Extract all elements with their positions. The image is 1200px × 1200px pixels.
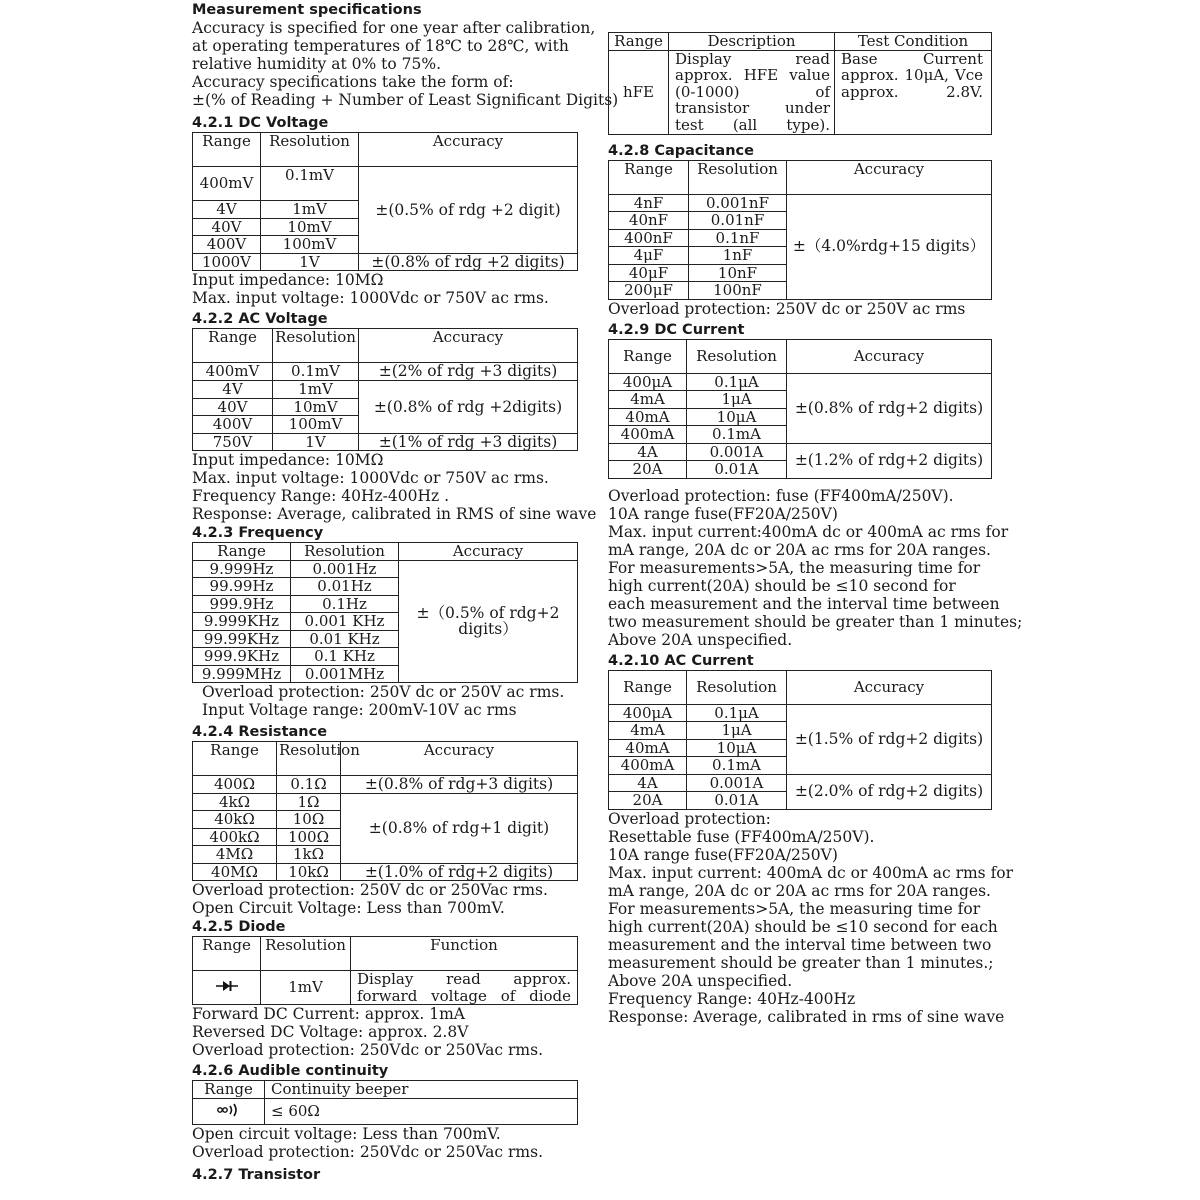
intro-line: relative humidity at 0% to 75%. (192, 55, 442, 73)
resolution-cell: 1mV (261, 201, 359, 219)
range-cell: 4mA (609, 391, 687, 409)
resolution-cell: 0.1mA (687, 757, 787, 775)
dc-current-heading: 4.2.9 DC Current (608, 321, 745, 338)
range-cell: 9.999KHz (193, 613, 291, 631)
header-accuracy: Accuracy (787, 670, 992, 704)
resolution-cell: 0.001nF (689, 194, 787, 212)
note-line: Input impedance: 10MΩ (192, 451, 384, 469)
range-cell: 40μF (609, 264, 689, 282)
note-line: Frequency Range: 40Hz-400Hz (608, 989, 856, 1008)
range-cell: 4V (193, 381, 273, 399)
resolution-cell: 10mV (261, 218, 359, 236)
resolution-cell: 10kΩ (277, 863, 341, 881)
note-line: high current(20A) should be ≤10 second for (608, 576, 956, 595)
range-cell: 400μA (609, 704, 687, 722)
range-cell: hFE (609, 50, 669, 134)
description-cell: Display read approx. HFE value (0-1000) of transistor under test (all type). (669, 50, 835, 134)
capacitance-heading: 4.2.8 Capacitance (608, 142, 754, 159)
header-resolution: Resolution (277, 742, 341, 776)
note-line: Overload protection: 250V dc or 250V ac rms. (202, 683, 565, 701)
resolution-cell: 0.01Hz (291, 578, 399, 596)
intro-line: at operating temperatures of 18℃ to 28℃, with (192, 37, 569, 55)
range-cell: 99.99KHz (193, 630, 291, 648)
beeper-symbol-cell (193, 1099, 265, 1125)
range-cell: 400mA (609, 757, 687, 775)
resolution-cell: 0.001 KHz (291, 613, 399, 631)
note-line: For measurements>5A, the measuring time for (608, 558, 981, 577)
ac-current-table (608, 670, 992, 810)
resolution-cell: 10nF (689, 264, 787, 282)
resolution-cell: 100mV (273, 416, 359, 434)
resolution-cell: 0.01nF (689, 212, 787, 230)
resolution-cell: 1kΩ (277, 846, 341, 864)
note-line: Input Voltage range: 200mV-10V ac rms (202, 701, 517, 719)
header-accuracy: Accuracy (359, 329, 578, 363)
note-line: Overload protection: 250V dc or 250Vac rms. (192, 881, 548, 899)
resolution-cell: 0.01 KHz (291, 630, 399, 648)
note-line: Overload protection: 250V dc or 250V ac rms (608, 299, 966, 318)
header-accuracy: Accuracy (341, 742, 578, 776)
header-accuracy: Accuracy (359, 133, 578, 167)
resolution-cell: 0.1mV (273, 363, 359, 381)
test-condition-cell: Base Current approx. 10μA, Vce approx. 2.8V. (835, 50, 992, 134)
resolution-cell: 0.1Ω (277, 776, 341, 794)
range-cell: 20A (609, 792, 687, 810)
header-accuracy: Accuracy (787, 160, 992, 194)
header-resolution: Resolution (261, 133, 359, 167)
range-cell: 40V (193, 398, 273, 416)
note-line: Overload protection: 250Vdc or 250Vac rms. (192, 1041, 543, 1059)
resolution-cell: 1μA (687, 722, 787, 740)
note-line: For measurements>5A, the measuring time for (608, 899, 981, 918)
right-column (608, 32, 1023, 1026)
resolution-cell: 100mV (261, 236, 359, 254)
note-line: measurement and the interval time between two (608, 935, 992, 954)
note-line: Resettable fuse (FF400mA/250V). (608, 827, 875, 846)
header-range: Range (193, 133, 261, 167)
range-cell: 400mV (193, 167, 261, 201)
header-range: Range (609, 33, 669, 51)
resolution-cell: 0.001Hz (291, 560, 399, 578)
resolution-cell: 1Ω (277, 793, 341, 811)
accuracy-cell: ±(0.8% of rdg+2 digits) (787, 373, 992, 443)
header-range: Range (193, 543, 291, 561)
header-resolution: Resolution (273, 329, 359, 363)
page-title: Measurement specifications (192, 2, 422, 18)
accuracy-cell: ±(2.0% of rdg+2 digits) (787, 774, 992, 809)
header-resolution: Resolution (687, 339, 787, 373)
range-cell: 9.999MHz (193, 665, 291, 683)
continuity-threshold: ≤ 60Ω (265, 1099, 578, 1125)
header-range: Range (193, 329, 273, 363)
note-line: Overload protection: (608, 809, 771, 828)
range-cell: 40mA (609, 408, 687, 426)
header-resolution: Resolution (261, 937, 351, 971)
resolution-cell: 0.1μA (687, 704, 787, 722)
note-line: Frequency Range: 40Hz-400Hz . (192, 487, 450, 505)
resolution-cell: 1mV (261, 971, 351, 1005)
accuracy-cell: ±(0.8% of rdg+3 digits) (341, 776, 578, 794)
range-cell: 40nF (609, 212, 689, 230)
note-line: Max. input current:400mA dc or 400mA ac rms for (608, 522, 1009, 541)
note-line: Max. input current: 400mA dc or 400mA ac rms for (608, 863, 1014, 882)
range-cell: 400μA (609, 373, 687, 391)
resolution-cell: 100Ω (277, 828, 341, 846)
diode-icon (216, 980, 238, 992)
transistor-heading: 4.2.7 Transistor (192, 1167, 321, 1183)
range-cell: 999.9KHz (193, 648, 291, 666)
resolution-cell: 1nF (689, 247, 787, 265)
resolution-cell: 100nF (689, 282, 787, 300)
resolution-cell: 0.1Hz (291, 595, 399, 613)
range-cell: 4MΩ (193, 846, 277, 864)
header-accuracy: Accuracy (787, 339, 992, 373)
resistance-heading: 4.2.4 Resistance (192, 724, 328, 740)
note-line: Forward DC Current: approx. 1mA (192, 1005, 465, 1023)
resolution-cell: 0.01A (687, 461, 787, 479)
note-line: measurement should be greater than 1 minutes.; (608, 953, 994, 972)
resolution-cell: 0.1nF (689, 229, 787, 247)
range-cell: 40kΩ (193, 811, 277, 829)
note-line: Open circuit voltage: Less than 700mV. (192, 1125, 501, 1143)
accuracy-cell: ±(1.2% of rdg+2 digits) (787, 443, 992, 478)
diode-symbol-cell (193, 971, 261, 1005)
left-column (192, 0, 619, 1184)
note-line: Reversed DC Voltage: approx. 2.8V (192, 1023, 469, 1041)
range-cell: 200μF (609, 282, 689, 300)
resolution-cell: 10mV (273, 398, 359, 416)
range-cell: 4mA (609, 722, 687, 740)
range-cell: 4kΩ (193, 793, 277, 811)
header-resolution: Resolution (291, 543, 399, 561)
range-cell: 400V (193, 236, 261, 254)
range-cell: 400Ω (193, 776, 277, 794)
range-cell: 4A (609, 774, 687, 792)
range-cell: 40V (193, 218, 261, 236)
note-line: Above 20A unspecified. (608, 630, 793, 649)
range-cell: 999.9Hz (193, 595, 291, 613)
accuracy-cell: ±（4.0%rdg+15 digits） (787, 194, 992, 299)
range-cell: 4μF (609, 247, 689, 265)
accuracy-cell: ±(2% of rdg +3 digits) (359, 363, 578, 381)
accuracy-cell: ±(1% of rdg +3 digits) (359, 433, 578, 451)
accuracy-cell: ±(0.8% of rdg+1 digit) (341, 793, 578, 863)
range-cell: 4nF (609, 194, 689, 212)
resolution-cell: 1V (261, 253, 359, 271)
dc-voltage-table (192, 132, 578, 271)
resolution-cell: 0.01A (687, 792, 787, 810)
frequency-heading: 4.2.3 Frequency (192, 525, 324, 541)
resolution-cell: 0.1 KHz (291, 648, 399, 666)
note-line: Overload protection: 250Vdc or 250Vac rms. (192, 1143, 543, 1161)
header-resolution: Resolution (689, 160, 787, 194)
header-description: Description (669, 33, 835, 51)
note-line: Open Circuit Voltage: Less than 700mV. (192, 899, 505, 917)
note-line: mA range, 20A dc or 20A ac rms for 20A ranges. (608, 881, 991, 900)
note-line: each measurement and the interval time between (608, 594, 1000, 613)
transistor-table (608, 32, 992, 135)
accuracy-cell: ±(1.0% of rdg+2 digits) (341, 863, 578, 881)
intro-line: Accuracy is specified for one year after calibration, (192, 19, 596, 37)
note-line: Response: Average, calibrated in rms of sine wave (608, 1007, 1005, 1026)
speaker-icon (216, 1103, 242, 1117)
range-cell: 400kΩ (193, 828, 277, 846)
note-line: Max. input voltage: 1000Vdc or 750V ac rms. (192, 469, 549, 487)
resolution-cell: 0.1μA (687, 373, 787, 391)
accuracy-cell: ±(0.5% of rdg +2 digit) (359, 167, 578, 254)
header-range: Range (193, 937, 261, 971)
resolution-cell: 1μA (687, 391, 787, 409)
range-cell: 4V (193, 201, 261, 219)
diode-table (192, 936, 578, 1005)
resolution-cell: 0.1mA (687, 426, 787, 444)
header-range: Range (609, 670, 687, 704)
note-line: Input impedance: 10MΩ (192, 271, 384, 289)
note-line: Response: Average, calibrated in RMS of sine wave (192, 505, 597, 523)
resolution-cell: 1V (273, 433, 359, 451)
continuity-heading: 4.2.6 Audible continuity (192, 1063, 389, 1079)
intro-line: ±(% of Reading + Number of Least Significant Digits) (192, 91, 619, 109)
range-cell: 20A (609, 461, 687, 479)
accuracy-cell: ±(1.5% of rdg+2 digits) (787, 704, 992, 774)
header-resolution: Resolution (687, 670, 787, 704)
resolution-cell: 0.001A (687, 443, 787, 461)
header-range: Range (609, 160, 689, 194)
resistance-table (192, 741, 578, 881)
resolution-cell: 10Ω (277, 811, 341, 829)
frequency-table (192, 542, 578, 683)
resolution-cell: 0.001MHz (291, 665, 399, 683)
note-line: two measurement should be greater than 1 minutes; (608, 612, 1023, 631)
continuity-table (192, 1080, 578, 1125)
note-line: Max. input voltage: 1000Vdc or 750V ac rms. (192, 289, 549, 307)
ac-voltage-table (192, 328, 578, 451)
capacitance-table (608, 160, 992, 300)
resolution-cell: 1mV (273, 381, 359, 399)
note-line: Overload protection: fuse (FF400mA/250V). (608, 486, 954, 505)
note-line: mA range, 20A dc or 20A ac rms for 20A ranges. (608, 540, 991, 559)
ac-current-heading: 4.2.10 AC Current (608, 652, 754, 669)
resolution-cell: 0.001A (687, 774, 787, 792)
range-cell: 400mV (193, 363, 273, 381)
note-line: Above 20A unspecified. (608, 971, 793, 990)
range-cell: 400mA (609, 426, 687, 444)
accuracy-cell: ±（0.5% of rdg+2 digits） (399, 560, 578, 683)
header-test-condition: Test Condition (835, 33, 992, 51)
function-cell: Display read approx. forward voltage of diode (351, 971, 578, 1005)
range-cell: 4A (609, 443, 687, 461)
range-cell: 400nF (609, 229, 689, 247)
range-cell: 40MΩ (193, 863, 277, 881)
dc-current-table (608, 339, 992, 479)
range-cell: 400V (193, 416, 273, 434)
header-range: Range (193, 1081, 265, 1099)
range-cell: 99.99Hz (193, 578, 291, 596)
intro-line: Accuracy specifications take the form of: (192, 73, 514, 91)
note-line: high current(20A) should be ≤10 second for each (608, 917, 998, 936)
range-cell: 1000V (193, 253, 261, 271)
ac-voltage-heading: 4.2.2 AC Voltage (192, 311, 328, 327)
range-cell: 9.999Hz (193, 560, 291, 578)
resolution-cell: 10μA (687, 739, 787, 757)
range-cell: 750V (193, 433, 273, 451)
diode-heading: 4.2.5 Diode (192, 919, 286, 935)
header-range: Range (193, 742, 277, 776)
range-cell: 40mA (609, 739, 687, 757)
note-line: 10A range fuse(FF20A/250V) (608, 504, 838, 523)
accuracy-cell: ±(0.8% of rdg +2digits) (359, 381, 578, 434)
header-range: Range (609, 339, 687, 373)
resolution-cell: 0.1mV (261, 167, 359, 201)
dc-voltage-heading: 4.2.1 DC Voltage (192, 115, 329, 131)
header-continuity-beeper: Continuity beeper (265, 1081, 578, 1099)
resolution-cell: 10μA (687, 408, 787, 426)
note-line: 10A range fuse(FF20A/250V) (608, 845, 838, 864)
header-function: Function (351, 937, 578, 971)
accuracy-cell: ±(0.8% of rdg +2 digits) (359, 253, 578, 271)
header-accuracy: Accuracy (399, 543, 578, 561)
